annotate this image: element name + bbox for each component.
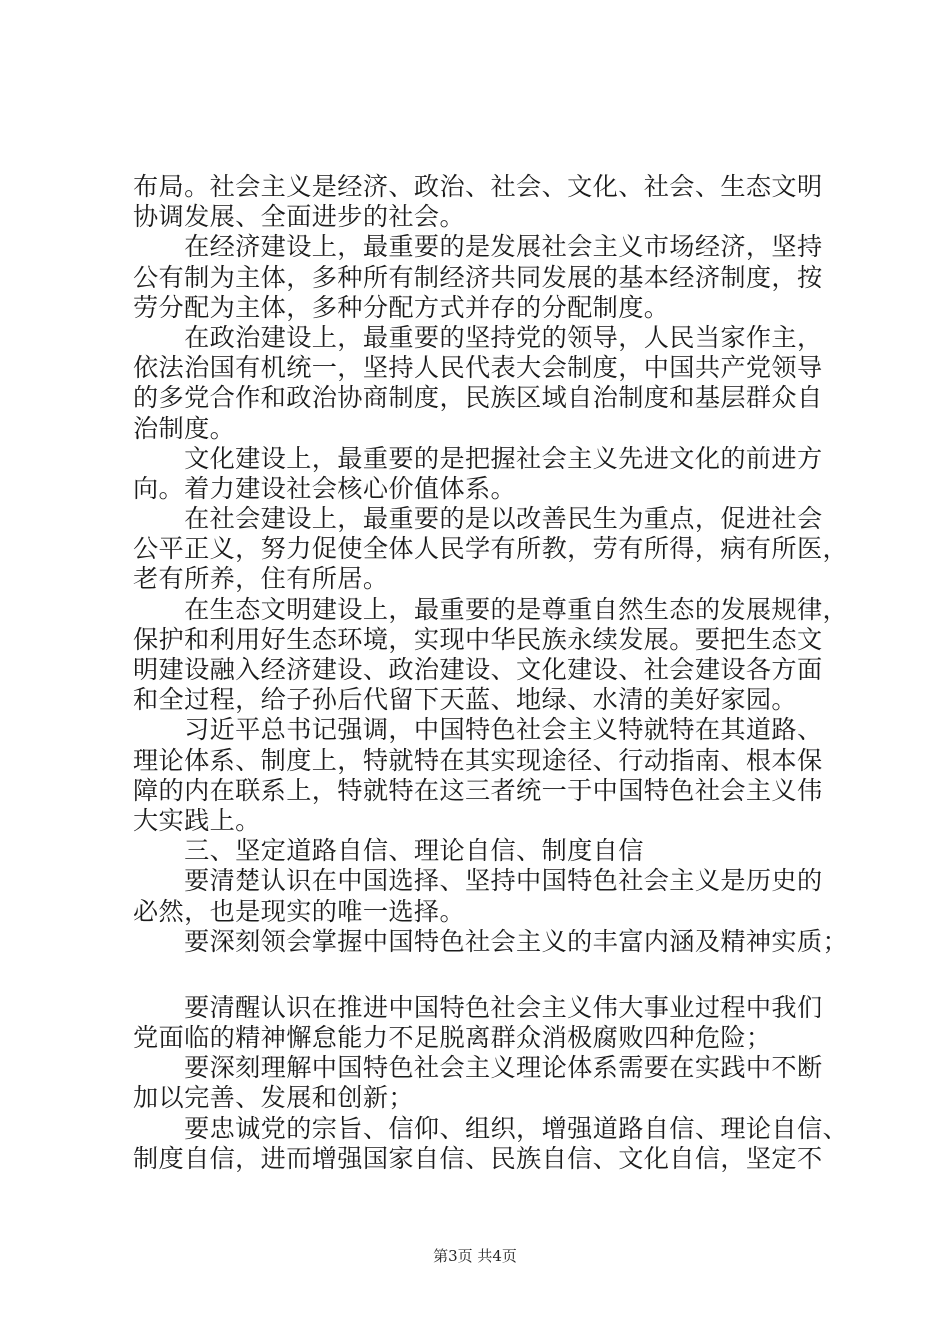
text-line: 必然，也是现实的唯一选择。	[133, 896, 465, 926]
text-line: 依法治国有机统一，坚持人民代表大会制度，中国共产党领导	[133, 353, 823, 383]
text-line: 要深刻领会掌握中国特色社会主义的丰富内涵及精神实质；	[133, 926, 849, 956]
paragraph-gap	[133, 957, 833, 993]
page-footer	[0, 1246, 950, 1266]
text-line: 布局。社会主义是经济、政治、社会、文化、社会、生态文明	[133, 172, 823, 201]
text-line: 劳分配为主体，多种分配方式并存的分配制度。	[133, 292, 670, 322]
text-line: 在经济建设上，最重要的是发展社会主义市场经济，坚持	[133, 232, 823, 262]
page-indicator: 第3页 共4页	[433, 1247, 517, 1265]
text-line: 障的内在联系上，特就特在这三者统一于中国特色社会主义伟	[133, 775, 823, 805]
text-line: 在社会建设上，最重要的是以改善民生为重点，促进社会	[133, 504, 823, 534]
text-line: 明建设融入经济建设、政治建设、文化建设、社会建设各方面	[133, 655, 823, 684]
text-line: 要清醒认识在推进中国特色社会主义伟大事业过程中我们	[133, 992, 823, 1022]
text-line: 老有所养，住有所居。	[133, 564, 389, 594]
text-line: 协调发展、全面进步的社会。	[133, 202, 465, 232]
text-line: 的多党合作和政治协商制度，民族区域自治制度和基层群众自	[133, 383, 823, 413]
text-line: 制度自信，进而增强国家自信、民族自信、文化自信，坚定不	[133, 1143, 823, 1173]
text-line: 要忠诚党的宗旨、信仰、组织，增强道路自信、理论自信、	[133, 1113, 849, 1143]
document-body	[133, 172, 849, 1174]
text-line: 理论体系、制度上，特就特在其实现途径、行动指南、根本保	[133, 745, 823, 775]
text-line: 治制度。	[133, 413, 236, 443]
text-line: 保护和利用好生态环境，实现中华民族永续发展。要把生态文	[133, 624, 823, 654]
section-heading: 三、坚定道路自信、理论自信、制度自信	[133, 836, 644, 866]
text-line: 习近平总书记强调，中国特色社会主义特就特在其道路、	[133, 715, 823, 745]
text-line: 党面临的精神懈怠能力不足脱离群众消极腐败四种危险；	[133, 1023, 772, 1053]
text-line: 要清楚认识在中国选择、坚持中国特色社会主义是历史的	[133, 866, 823, 896]
text-line: 向。着力建设社会核心价值体系。	[133, 473, 517, 503]
text-line: 在政治建设上，最重要的坚持党的领导，人民当家作主，	[133, 322, 823, 352]
text-line: 公有制为主体，多种所有制经济共同发展的基本经济制度，按	[133, 262, 823, 292]
text-line: 公平正义，努力促使全体人民学有所教，劳有所得，病有所医，	[133, 534, 849, 564]
text-line: 加以完善、发展和创新；	[133, 1083, 414, 1113]
text-line: 要深刻理解中国特色社会主义理论体系需要在实践中不断	[133, 1053, 823, 1083]
text-line: 在生态文明建设上，最重要的是尊重自然生态的发展规律，	[133, 594, 849, 624]
text-line: 大实践上。	[133, 805, 261, 835]
text-line: 文化建设上，最重要的是把握社会主义先进文化的前进方	[133, 443, 823, 473]
text-line: 和全过程，给子孙后代留下天蓝、地绿、水清的美好家园。	[133, 685, 797, 715]
